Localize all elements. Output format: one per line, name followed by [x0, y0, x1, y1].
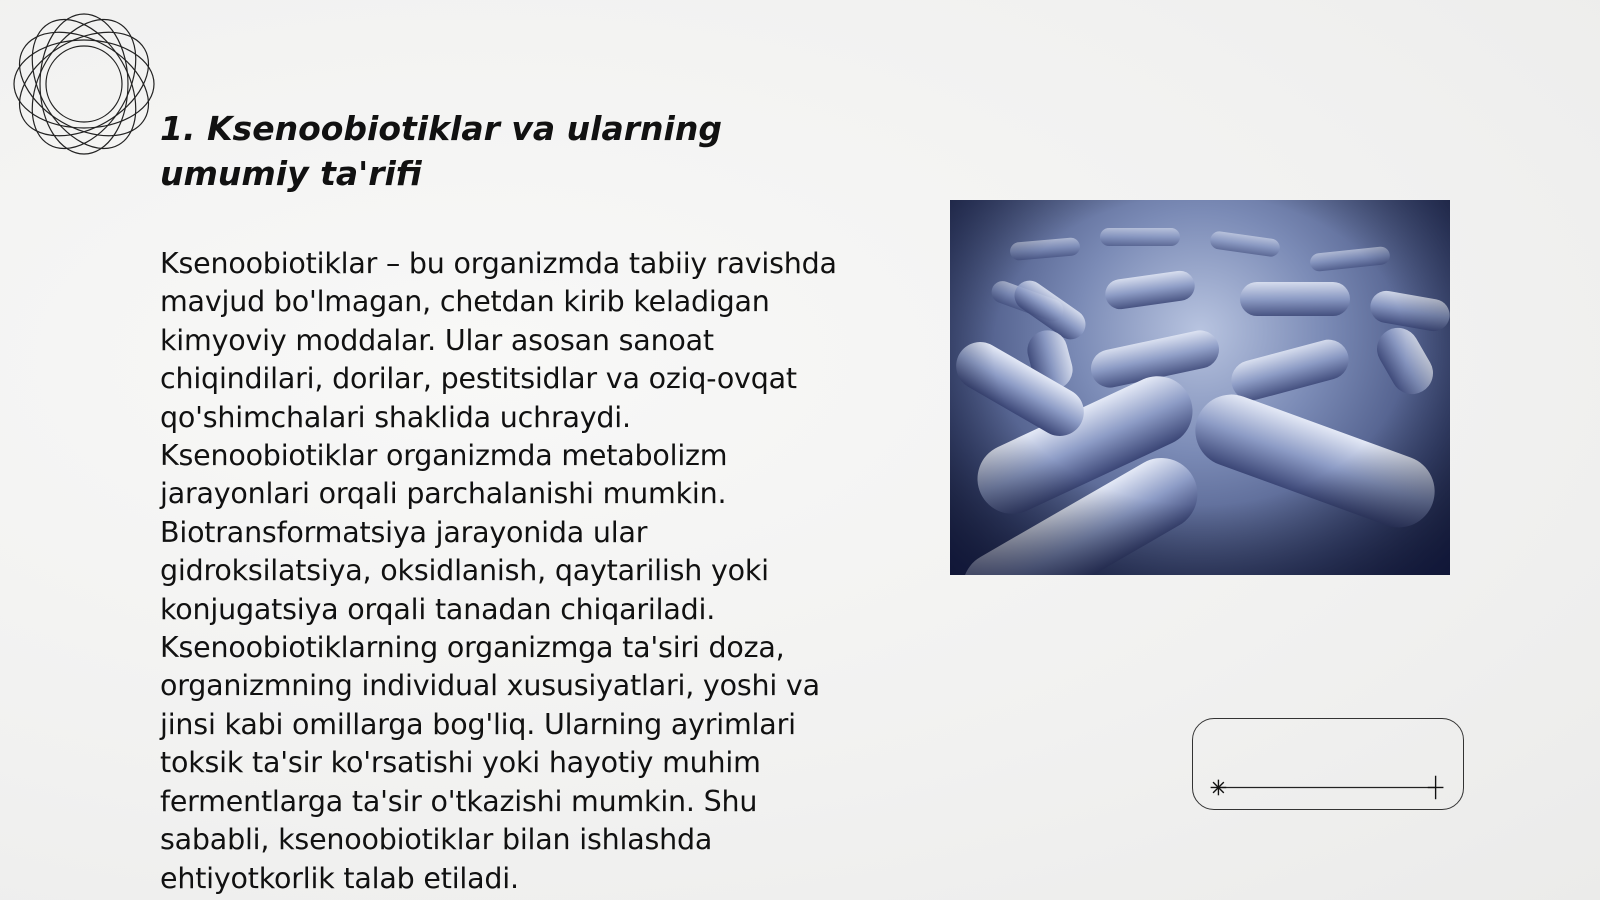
sparkle-cross-icon — [1428, 776, 1444, 799]
circular-line-ornament-icon — [10, 10, 158, 158]
rod-bacteria-microscopy-image — [950, 200, 1450, 575]
slide-body-text: Ksenoobiotiklar – bu organizmda tabiiy ravishda mavjud bo'lmagan, chetdan kirib keladigan kimyoviy moddalar. Ular asosan sanoat chiqindilari, dorilar, pestitsidlar va oziq-ovqat qo'shimchalari shaklida uchraydi. Ksenoobiotiklar organizmda metabolizm jarayonlari orqali parchalanishi mumkin. Biotransformatsiya jarayonida ular gidroksilatsiya, oksidlanish, qaytarilish yoki konjugatsiya orqali tanadan chiqariladi. Ksenoobiotiklarning organizmga ta'siri doza, organizmning individual xususiyatlari, yoshi va jinsi kabi omillarga bog'liq. Ularning ayrimlari toksik ta'sir ko'rsatishi yoki hayotiy muhim fermentlarga ta'sir o'tkazishi mumkin. Shu sababli, ksenoobiotiklar bilan ishlashda ehtiyotkorlik talab etiladi. — [160, 247, 837, 895]
decorative-frame — [1192, 718, 1464, 810]
asterisk-star-icon — [1211, 780, 1227, 796]
slide-title: 1. Ksenoobiotiklar va ularning umumiy ta'rifi — [160, 109, 722, 193]
